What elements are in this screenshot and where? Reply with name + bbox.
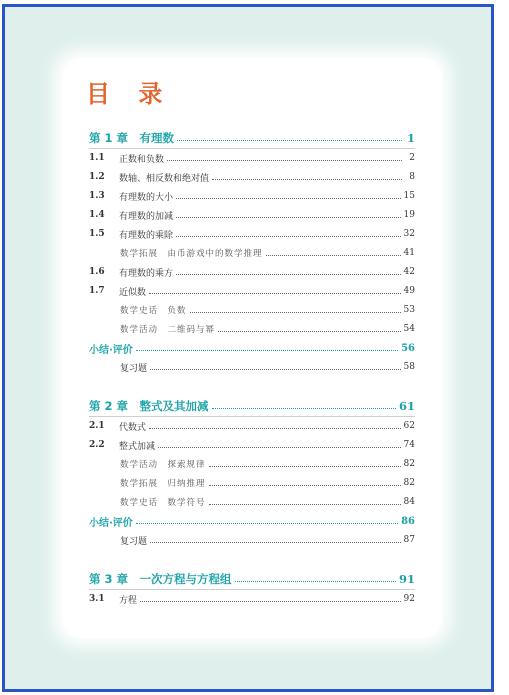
leader-dots [150,542,401,543]
section-label: 近似数 [119,287,147,298]
leader-dots [218,331,401,332]
leader-dots [209,485,401,486]
page-number: 84 [403,497,415,507]
page-number: 91 [398,572,415,586]
leader-dots [190,312,401,313]
leader-dots [176,236,401,237]
page-number: 74 [403,440,415,450]
section-label: 数学史话 负数 [120,306,187,316]
section-label: 方程 [119,595,138,606]
toc-entry-activity[interactable] [120,321,415,337]
leader-dots [235,581,396,582]
section-label: 数轴、相反数和绝对值 [119,173,210,184]
toc-entry-1-1[interactable] [89,150,415,166]
toc-entry-1-2[interactable] [89,169,415,185]
section-label: 有理数的乘除 [119,230,174,241]
page-number: 8 [409,172,415,182]
page-number: 41 [403,248,415,258]
toc-entry-review[interactable] [120,532,415,548]
leader-dots [149,293,401,294]
page-number: 1 [406,131,415,145]
leader-dots [140,601,401,602]
page-number: 92 [403,594,415,604]
section-label: 正数和负数 [119,154,165,165]
toc-entry-extension[interactable] [120,475,415,491]
leader-dots [158,447,401,448]
leader-dots [177,140,402,141]
toc-entry-extension[interactable] [120,245,415,261]
page-number: 82 [403,478,415,488]
summary-label: 小结·评价 [89,517,133,529]
leader-dots [176,274,401,275]
leader-dots [136,523,398,524]
toc-entry-1-3[interactable] [89,188,415,204]
leader-dots [176,198,401,199]
leader-dots [266,255,401,256]
section-number: 1.7 [89,286,105,296]
section-number: 1.5 [89,229,105,239]
page-number: 54 [403,324,415,334]
section-label: 有理数的加减 [119,211,174,222]
section-number: 1.3 [89,191,105,201]
toc-entry-activity[interactable] [120,456,415,472]
section-label: 数学拓展 归纳推理 [120,479,206,489]
leader-dots [149,428,401,429]
page-number: 49 [403,286,415,296]
summary-label: 小结·评价 [89,344,133,356]
section-number: 2.1 [89,421,105,431]
chapter-2-heading[interactable] [89,398,415,414]
chapter-1-heading[interactable] [89,130,415,146]
section-number: 1.6 [89,267,105,277]
leader-dots [176,217,401,218]
toc-entry-review[interactable] [120,359,415,375]
review-label: 复习题 [120,536,148,547]
toc-entry-summary[interactable] [89,513,415,529]
section-number: 1.2 [89,172,105,182]
toc-entry-1-7[interactable] [89,283,415,299]
leader-dots [150,369,401,370]
section-number: 1.1 [89,153,105,163]
toc-entry-1-4[interactable] [89,207,415,223]
leader-dots [209,504,401,505]
toc-entry-3-1[interactable] [89,591,415,607]
section-number: 3.1 [89,594,105,604]
section-number: 2.2 [89,440,105,450]
page-number: 82 [403,459,415,469]
leader-dots [167,160,402,161]
toc-entry-1-6[interactable] [89,264,415,280]
chapter-3-heading[interactable] [89,571,415,587]
page-number: 2 [409,153,415,163]
page-number: 58 [403,362,415,372]
page-number: 86 [401,515,415,527]
divider [89,589,415,590]
page-number: 53 [403,305,415,315]
page-number: 56 [401,342,415,354]
toc-title: 目 录 [86,80,173,108]
toc-entry-2-1[interactable] [89,418,415,434]
section-label: 代数式 [119,422,147,433]
toc-entry-history[interactable] [120,494,415,510]
toc-entry-history[interactable] [120,302,415,318]
divider [89,148,415,149]
chapter-label: 第 1 章 有理数 [89,131,175,145]
section-label: 有理数的大小 [119,192,174,203]
chapter-label: 第 2 章 整式及其加减 [89,399,209,413]
leader-dots [136,350,398,351]
toc-entry-2-2[interactable] [89,437,415,453]
toc-entry-1-5[interactable] [89,226,415,242]
section-label: 数学史话 数学符号 [120,498,206,508]
section-label: 数学活动 探索规律 [120,460,206,470]
page-number: 32 [403,229,415,239]
leader-dots [212,179,402,180]
chapter-label: 第 3 章 一次方程与方程组 [89,572,232,586]
page-number: 42 [403,267,415,277]
section-label: 整式加减 [119,441,156,452]
leader-dots [209,466,401,467]
section-number: 1.4 [89,210,105,220]
page-number: 62 [403,421,415,431]
divider [89,416,415,417]
section-label: 数学拓展 由币游戏中的数学推理 [120,249,263,259]
section-label: 有理数的乘方 [119,268,174,279]
page-number: 61 [398,399,415,413]
review-label: 复习题 [120,363,148,374]
page-number: 87 [403,535,415,545]
page-number: 15 [403,191,415,201]
toc-entry-summary[interactable] [89,340,415,356]
leader-dots [212,408,396,409]
page-number: 19 [403,210,415,220]
section-label: 数学活动 二维码与幂 [120,325,216,335]
